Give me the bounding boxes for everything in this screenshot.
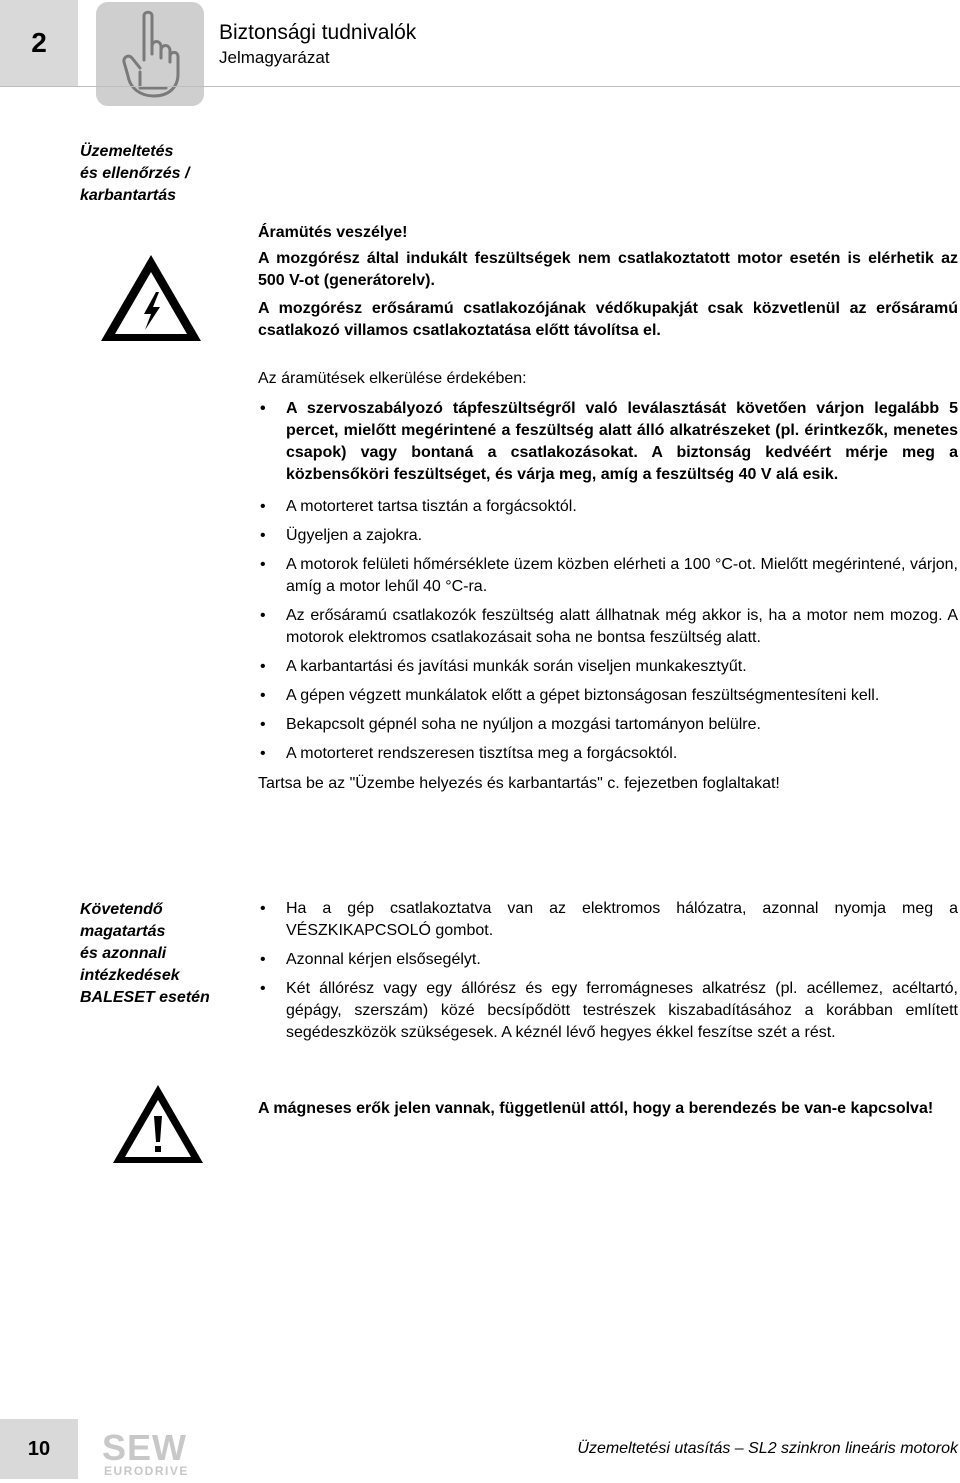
list-item: • A motorteret rendszeresen tisztítsa meg a forgácsoktól. bbox=[260, 745, 678, 762]
list-item: • Ha a gép csatlakoztatva van az elektromos hálózatra, azonnal nyomja meg a VÉSZKIKAPCSOLÓ gombot. bbox=[260, 900, 958, 939]
list-item: • A motorteret tartsa tisztán a forgácsoktól. bbox=[260, 498, 577, 515]
page-title: Biztonsági tudnivalók bbox=[219, 21, 417, 44]
section-accident bbox=[258, 898, 958, 1044]
reference-note: Tartsa be az "Üzembe helyezés és karbantartás" c. fejezetben foglaltakat! bbox=[258, 775, 780, 792]
list-item: • A karbantartási és javítási munkák során viseljen munkakesztyűt. bbox=[260, 658, 747, 675]
pointing-hand-icon bbox=[96, 2, 204, 106]
chapter-number: 2 bbox=[0, 0, 78, 86]
side-label-accident: Követendő magatartás és azonnali intézkedések BALESET esetén bbox=[80, 901, 210, 1006]
warning-paragraph-1: A mozgórész által indukált feszültségek nem csatlakoztatott motor esetén is elérhetik az 500 V-ot (generátorelv). bbox=[258, 250, 958, 289]
page-subtitle: Jelmagyarázat bbox=[219, 48, 330, 67]
svg-text:SEW: SEW bbox=[102, 1428, 188, 1468]
list-item: • Az erősáramú csatlakozók feszültség alatt állhatnak még akkor is, ha a motor nem mozog. A motorok elektromos csatlakozásait soha ne bontsa feszültség alatt. bbox=[260, 607, 958, 646]
section-electric-shock bbox=[258, 222, 958, 795]
side-label-operation: Üzemeltetés és ellenőrzés / karbantartás bbox=[80, 143, 190, 204]
warning-heading: Áramütés veszélye! bbox=[258, 224, 408, 241]
warning-paragraph-2: A mozgórész erősáramú csatlakozójának védőkupakját csak közvetlenül az erősáramú csatlakozó villamos csatlakoztatása előtt távolítsa el. bbox=[258, 300, 958, 339]
safety-list bbox=[258, 398, 958, 765]
magnetic-warning-text: A mágneses erők jelen vannak, függetlenül attól, hogy a berendezés be van-e kapcsolva! bbox=[258, 1100, 934, 1117]
list-item: • Bekapcsolt gépnél soha ne nyúljon a mozgási tartományon belülre. bbox=[260, 716, 761, 733]
list-item: • Két állórész vagy egy állórész és egy ferromágneses alkatrész (pl. acéllemez, acéltartó, gépágy, szerszám) közé becsípődött testrészek kiszabadításához a korábban említett segédeszközök szükségesek. A kéznél lévő hegyes ékkel feszítse szét a rést. bbox=[260, 980, 958, 1041]
list-item: • A motorok felületi hőmérséklete üzem közben elérheti a 100 °C-ot. Mielőtt megérintené, várjon, amíg a motor lehűl 40 °C-ra. bbox=[260, 556, 958, 595]
list-item: • Ügyeljen a zajokra. bbox=[260, 527, 423, 544]
list-item: • A szervoszabályozó tápfeszültségről való leválasztását követően várjon legalább 5 percet, mielőtt megérintené a feszültség alatt álló alkatrészeket (pl. érintkezők, menetes csapok) vagy bontaná a csatlakozásokat. A biztonság kedvéért mérje meg a közbensőköri feszültséget, és várja meg, amíg a feszültség 40 V alá esik. bbox=[260, 400, 958, 483]
svg-text:EURODRIVE: EURODRIVE bbox=[104, 1464, 189, 1478]
document-title: Üzemeltetési utasítás – SL2 szinkron lineáris motorok bbox=[577, 1440, 958, 1457]
intro-text: Az áramütések elkerülése érdekében: bbox=[258, 370, 527, 387]
page-number: 10 bbox=[0, 1419, 78, 1479]
sew-eurodrive-logo bbox=[100, 1428, 210, 1478]
accident-list bbox=[258, 898, 958, 1044]
electric-shock-warning-icon bbox=[98, 252, 204, 344]
list-item: • Azonnal kérjen elsősegélyt. bbox=[260, 951, 481, 968]
list-item: • A gépen végzett munkálatok előtt a gépet biztonságosan feszültségmentesíteni kell. bbox=[260, 687, 880, 704]
general-warning-icon bbox=[110, 1082, 206, 1166]
header-divider bbox=[0, 86, 960, 87]
